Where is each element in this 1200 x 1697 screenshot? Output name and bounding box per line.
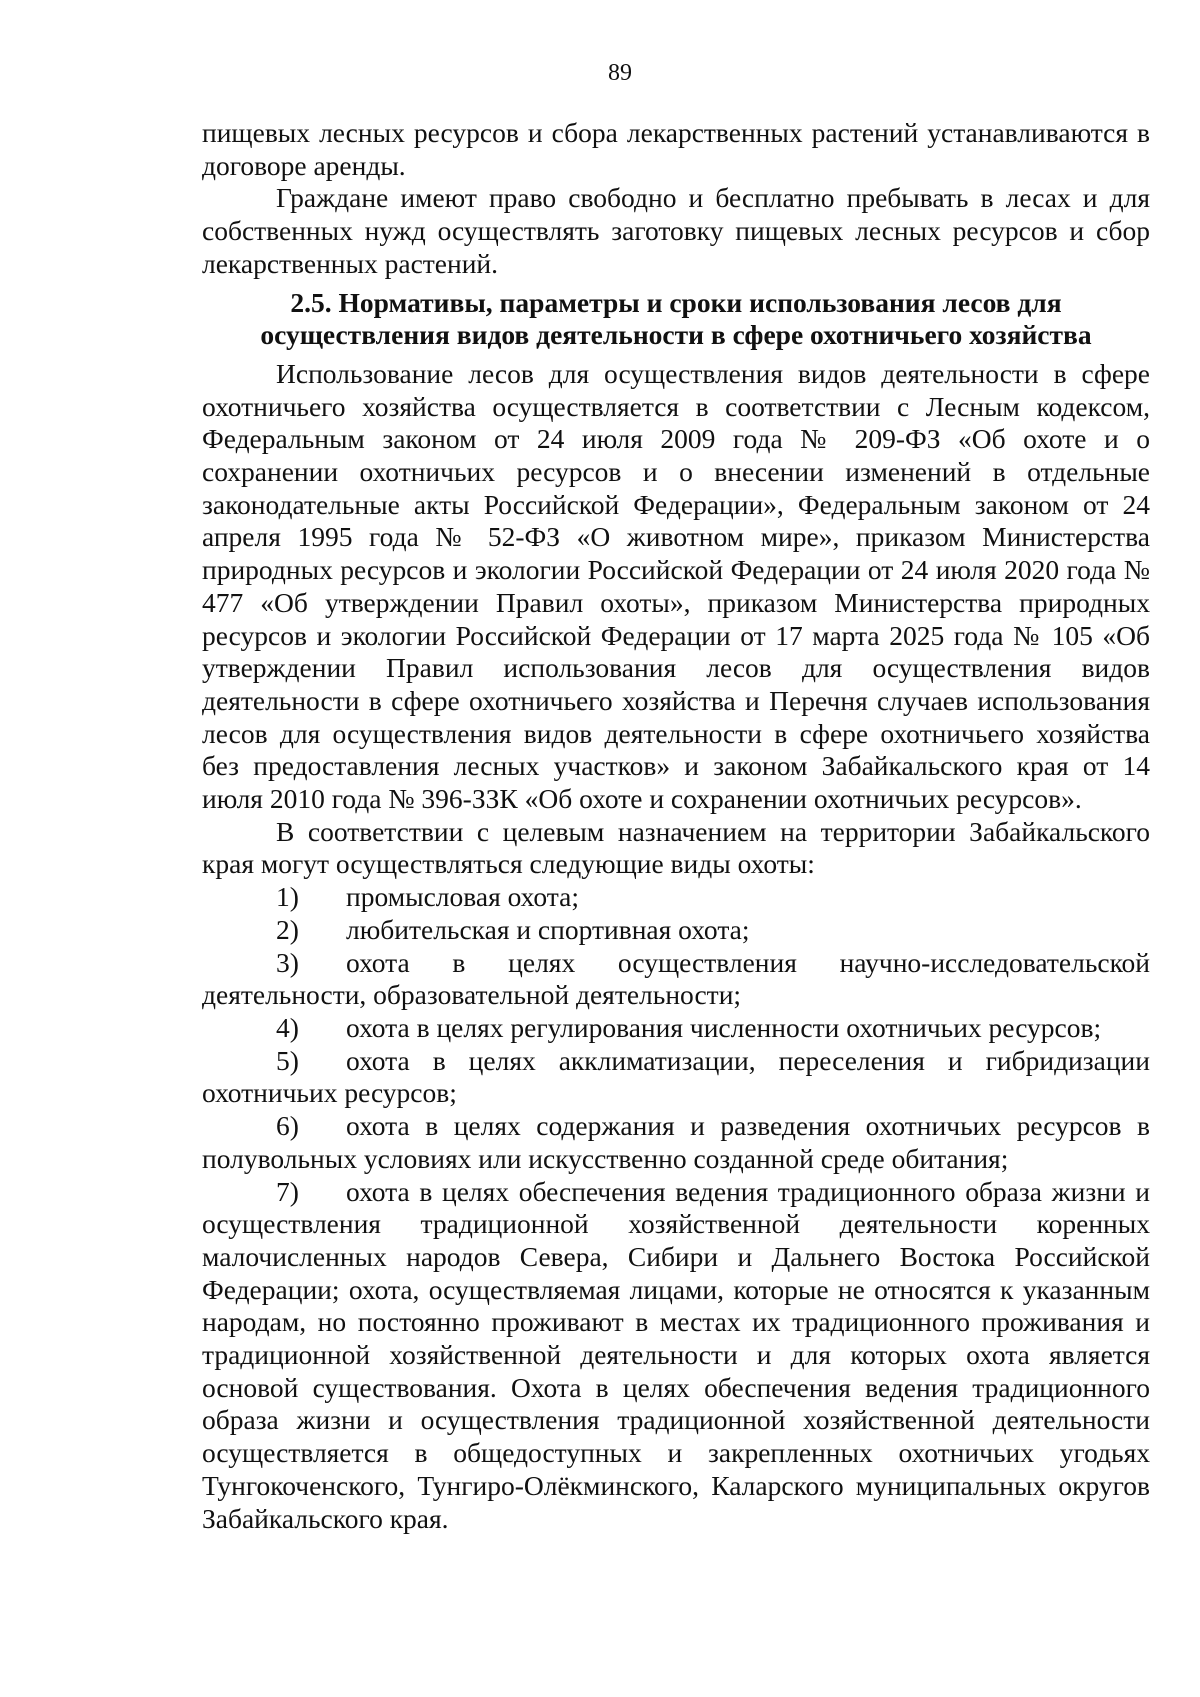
list-item-text: промысловая охота;	[346, 881, 579, 913]
list-item-text: охота в целях акклиматизации, переселения и гибридизации охотничьих ресурсов;	[202, 1044, 1150, 1109]
list-item	[202, 881, 1150, 914]
section-heading-line-2: осуществления видов деятельности в сфере охотничьего хозяйства	[260, 319, 1092, 351]
section-heading	[202, 287, 1150, 352]
list-item-text: охота в целях содержания и разведения охотничьих ресурсов в полувольных условиях или искусственно созданной среде обитания;	[202, 1110, 1150, 1174]
paragraph-citizens-rights: Граждане имеют право свободно и бесплатно пребывать в лесах и для собственных нужд осуществлять заготовку пищевых лесных ресурсов и сбор лекарственных растений.	[202, 182, 1150, 279]
paragraph-continued: пищевых лесных ресурсов и сбора лекарственных растений устанавливаются в договоре аренды.	[202, 117, 1150, 181]
list-item-number: 4)	[276, 1011, 299, 1043]
list-item-text: охота в целях обеспечения ведения традиционного образа жизни и осуществления традиционной хозяйственной деятельности коренных малочисленных народов Севера, Сибири и Дальнего Востока Российской Федерации; охота, осуществляемая лицами, которые не относятся к указанным народам, но постоянно проживают в местах их традиционного проживания и традиционной хозяйственной деятельности и для которых охота является основой существования. Охота в целях обеспечения ведения традиционного образа жизни и осуществления традиционной хозяйственной деятельности осуществляется в общедоступных и закрепленных охотничьих угодьях Тунгокоченского, Тунгиро-Олёкминского, Каларского муниципальных округов Забайкальского края.	[202, 1175, 1150, 1534]
list-item-number: 2)	[276, 913, 299, 945]
list-item-text: охота в целях регулирования численности охотничьих ресурсов;	[346, 1011, 1102, 1043]
paragraph-hunting-types-intro: В соответствии с целевым назначением на территории Забайкальского края могут осуществляться следующие виды охоты:	[202, 815, 1150, 880]
list-item-text: любительская и спортивная охота;	[346, 913, 750, 945]
page-number: 89	[608, 60, 632, 86]
section-heading-line-1: 2.5. Нормативы, параметры и сроки использования лесов для	[290, 286, 1062, 318]
list-item-number: 5)	[276, 1044, 299, 1076]
page-content	[202, 117, 1150, 1535]
list-item-number: 3)	[276, 946, 299, 978]
list-item	[202, 947, 1150, 1012]
list-item	[202, 914, 1150, 947]
list-item	[202, 1045, 1150, 1110]
paragraph-legal-basis: Использование лесов для осуществления видов деятельности в сфере охотничьего хозяйства осуществляется в соответствии с Лесным кодексом, Федеральным законом от 24 июля 2009 года № 209-ФЗ «Об охоте и о сохранении охотничьих ресурсов и о внесении изменений в отдельные законодательные акты Российской Федерации», Федеральным законом от 24 апреля 1995 года № 52-ФЗ «О животном мире», приказом Министерства природных ресурсов и экологии Российской Федерации от 24 июля 2020 года № 477 «Об утверждении Правил охоты», приказом Министерства природных ресурсов и экологии Российской Федерации от 17 марта 2025 года № 105 «Об утверждении Правил использования лесов для осуществления видов деятельности в сфере охотничьего хозяйства и Перечня случаев использования лесов для осуществления видов деятельности в сфере охотничьего хозяйства без предоставления лесных участков» и законом Забайкальского края от 14 июля 2010 года № 396-ЗЗК «Об охоте и сохранении охотничьих ресурсов».	[202, 357, 1150, 815]
list-item	[202, 1012, 1150, 1045]
list-item	[202, 1176, 1150, 1536]
list-item	[202, 1110, 1150, 1175]
list-item-number: 7)	[276, 1175, 299, 1207]
list-item-text: охота в целях осуществления научно-исследовательской деятельности, образовательной деятельности;	[202, 946, 1150, 1011]
list-item-number: 6)	[276, 1110, 299, 1142]
list-item-number: 1)	[276, 881, 299, 913]
